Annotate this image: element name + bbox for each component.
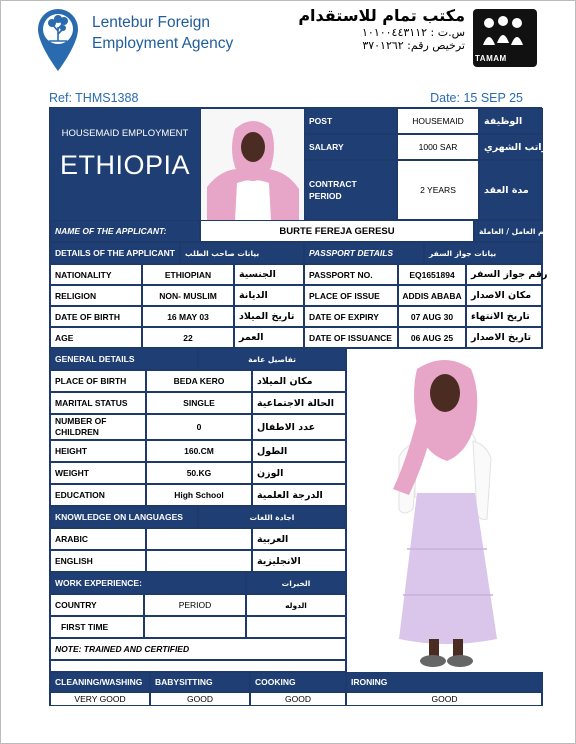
passport-label: DATE OF EXPIRY [304, 306, 398, 327]
experience-first-time: FIRST TIME [50, 616, 144, 638]
general-label: EDUCATION [50, 484, 146, 506]
general-details-header: GENERAL DETAILS [50, 348, 198, 370]
detail-value: 16 MAY 03 [142, 306, 234, 327]
language-label: ARABIC [50, 528, 146, 550]
document-date: Date: 15 SEP 25 [430, 91, 523, 105]
passport-label-arabic: رقم جواز السفر [466, 264, 543, 285]
arabic-office-title: مكتب تمام للاستقدام [298, 6, 465, 25]
salary-label-arabic: الراتب الشهري [479, 134, 543, 160]
detail-label-arabic: الديانة [234, 285, 304, 306]
agency-name-line1: Lentebur Foreign [92, 14, 211, 31]
passport-value: 07 AUG 30 [398, 306, 466, 327]
experience-first-time-period [144, 616, 246, 638]
general-value: 160.CM [146, 440, 252, 462]
general-label-arabic: مكان الميلاد [252, 370, 346, 392]
general-label: HEIGHT [50, 440, 146, 462]
arabic-office-header [298, 6, 465, 52]
contract-period-label-arabic: مدة العقد [479, 160, 543, 220]
general-details-header-arabic-text: تفاصيل عامة [248, 354, 296, 364]
contract-period-label [304, 160, 397, 220]
full-body-figure [347, 349, 544, 673]
general-label-arabic: الطول [252, 440, 346, 462]
country-title: ETHIOPIA [59, 150, 191, 180]
skill-name: CLEANING/WASHING [50, 672, 150, 692]
portrait-figure [201, 109, 305, 221]
general-label-arabic: عدد الاطفال [252, 414, 346, 440]
skill-name: COOKING [250, 672, 346, 692]
employment-banner [50, 108, 200, 220]
language-level [146, 528, 252, 550]
detail-value: NON- MUSLIM [142, 285, 234, 306]
language-label-arabic: العربية [252, 528, 346, 550]
post-label-arabic: الوظيفة [479, 108, 543, 134]
passport-label-arabic: مكان الاصدار [466, 285, 543, 306]
passport-label: PLACE OF ISSUE [304, 285, 398, 306]
salary-value: 1000 SAR [397, 134, 479, 160]
general-value: High School [146, 484, 252, 506]
general-label: MARITAL STATUS [50, 392, 146, 414]
arabic-commercial-registration: س.ت : ١٠١٠٠٤٤٣١١٢ [362, 26, 465, 39]
detail-value: 22 [142, 327, 234, 348]
cv-sheet [49, 107, 555, 706]
general-label-arabic: الدرجة العلمية [252, 484, 346, 506]
post-value: HOUSEMAID [397, 108, 479, 134]
employment-type: HOUSEMAID EMPLOYMENT [61, 128, 189, 139]
passport-label: PASSPORT NO. [304, 264, 398, 285]
passport-label: DATE OF ISSUANCE [304, 327, 398, 348]
passport-value: ADDIS ABABA [398, 285, 466, 306]
tamam-logo-text: TAMAM [475, 54, 507, 63]
experience-first-time-extra [246, 616, 346, 638]
applicant-name-label: NAME OF THE APPLICANT: [50, 220, 200, 242]
skill-level: GOOD [250, 692, 346, 706]
skill-name: IRONING [346, 672, 543, 692]
languages-header-arabic [198, 506, 346, 528]
language-label-arabic: الانجليزية [252, 550, 346, 572]
tree-location-icon [35, 7, 81, 73]
note-spacer [50, 660, 346, 672]
contract-period-label-text: CONTRACT PERIOD [309, 179, 357, 201]
experience-period-label: PERIOD [144, 594, 246, 616]
passport-value: EQ1651894 [398, 264, 466, 285]
general-value: BEDA KERO [146, 370, 252, 392]
general-label: PLACE OF BIRTH [50, 370, 146, 392]
work-experience-header: WORK EXPERIENCE: [50, 572, 246, 594]
skill-name: BABYSITTING [150, 672, 250, 692]
passport-details-header-arabic: بيانات جواز السفر [424, 242, 543, 264]
agency-name-line2: Employment Agency [92, 35, 234, 52]
detail-label-arabic: العمر [234, 327, 304, 348]
general-value: 50.KG [146, 462, 252, 484]
passport-details-header: PASSPORT DETAILS [304, 242, 424, 264]
detail-label: NATIONALITY [50, 264, 142, 285]
work-experience-header-arabic-text: الخبرات [281, 578, 311, 588]
applicant-portrait-photo [200, 108, 304, 220]
reference-number: Ref: THMS1388 [49, 91, 139, 105]
skill-level: VERY GOOD [50, 692, 150, 706]
applicant-details-header: DETAILS OF THE APPLICANT [50, 242, 180, 264]
arabic-license-number: ترخيص رقم: ٣٧٠١٢٦٢ [362, 39, 465, 52]
detail-value: ETHIOPIAN [142, 264, 234, 285]
skill-level: GOOD [150, 692, 250, 706]
salary-label: SALARY [304, 134, 397, 160]
general-label-arabic: الوزن [252, 462, 346, 484]
general-value: 0 [146, 414, 252, 440]
work-experience-header-arabic [246, 572, 346, 594]
applicant-name-value: BURTE FEREJA GERESU [200, 220, 474, 242]
general-value: SINGLE [146, 392, 252, 414]
passport-label-arabic: تاريخ الانتهاء [466, 306, 543, 327]
detail-label-arabic: الجنسية [234, 264, 304, 285]
training-note: NOTE: TRAINED AND CERTIFIED [50, 638, 346, 660]
skill-level: GOOD [346, 692, 543, 706]
detail-label: DATE OF BIRTH [50, 306, 142, 327]
general-details-header-arabic [198, 348, 346, 370]
applicant-details-header-arabic: بيانات صاحب الطلب [180, 242, 304, 264]
languages-header: KNOWLEDGE ON LANGUAGES [50, 506, 198, 528]
general-label-arabic: الحالة الاجتماعية [252, 392, 346, 414]
language-label: ENGLISH [50, 550, 146, 572]
languages-header-arabic-text: اجادة اللغات [249, 512, 295, 522]
general-label: WEIGHT [50, 462, 146, 484]
passport-value: 06 AUG 25 [398, 327, 466, 348]
post-label: POST [304, 108, 397, 134]
passport-label-arabic: تاريخ الاصدار [466, 327, 543, 348]
detail-label-arabic: تاريخ الميلاد [234, 306, 304, 327]
experience-country-label: COUNTRY [50, 594, 144, 616]
language-level [146, 550, 252, 572]
contract-period-value: 2 YEARS [397, 160, 479, 220]
applicant-full-body-photo [346, 348, 543, 672]
tamam-logo [473, 9, 537, 67]
applicant-name-label-arabic: إسم العامل / العاملة [474, 220, 543, 242]
agency-name [92, 12, 233, 54]
detail-label: RELIGION [50, 285, 142, 306]
general-label: NUMBER OF CHILDREN [50, 414, 146, 440]
experience-country-label-arabic: الدوله [246, 594, 346, 616]
detail-label: AGE [50, 327, 142, 348]
